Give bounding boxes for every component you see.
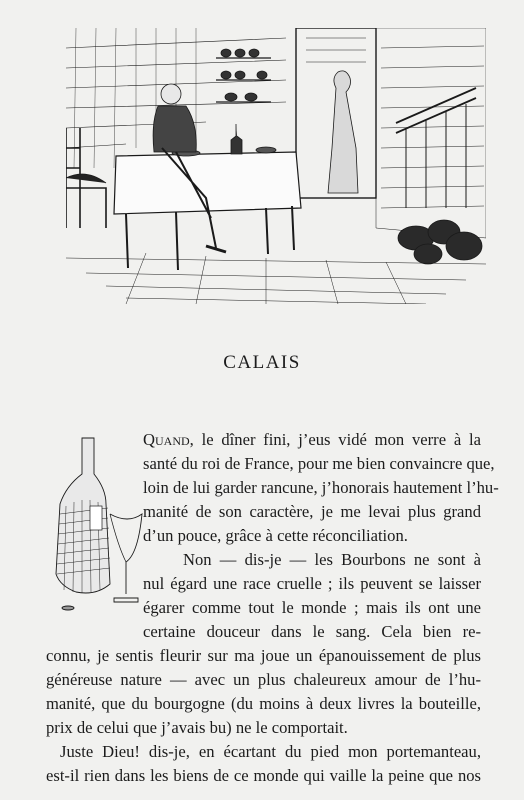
text-line-11: généreuse nature — avec un plus chaleureux amour de l’hu- — [46, 670, 481, 689]
text-line-1-body: , le dîner fini, j’eus vidé mon verre à la — [189, 430, 481, 449]
text-line-2: santé du roi de France, pour me bien convaincre que, — [143, 454, 495, 473]
text-line-7: nul égard une race cruelle ; ils peuvent se laisser — [143, 574, 481, 593]
chapter-title: CALAIS — [223, 352, 301, 373]
text-line-9: certaine douceur dans le sang. Cela bien re- — [143, 622, 481, 641]
text-line-4: manité de son caractère, je me levai plus grand — [143, 502, 481, 521]
text-line-8: égarer comme tout le monde ; mais ils ont une — [143, 598, 481, 617]
wine-bottle-vignette — [46, 434, 146, 614]
text-line-5: d’un pouce, grâce à cette réconciliation. — [143, 526, 408, 545]
text-line-3: loin de lui garder rancune, j’honorais hautement l’hu- — [143, 478, 499, 497]
text-line-15: est-il rien dans les biens de ce monde qui vaille la peine que nos — [46, 766, 481, 785]
text-line-12: manité, que du bourgogne (du moins à deux livres la bouteille, — [46, 694, 481, 713]
text-line-13: prix de celui que j’avais bu) ne le comportait. — [46, 718, 348, 737]
text-line-10: connu, je sentis fleurir sur ma joue un épanouissement de plus — [46, 646, 481, 665]
text-line-14: Juste Dieu! dis-je, en écartant du pied mon portemanteau, — [60, 742, 481, 761]
inn-interior-illustration — [66, 28, 486, 304]
text-line-1 — [143, 430, 481, 450]
text-line-6: Non — dis-je — les Bourbons ne sont à — [183, 550, 481, 569]
dropcap-word: Quand — [143, 430, 190, 449]
